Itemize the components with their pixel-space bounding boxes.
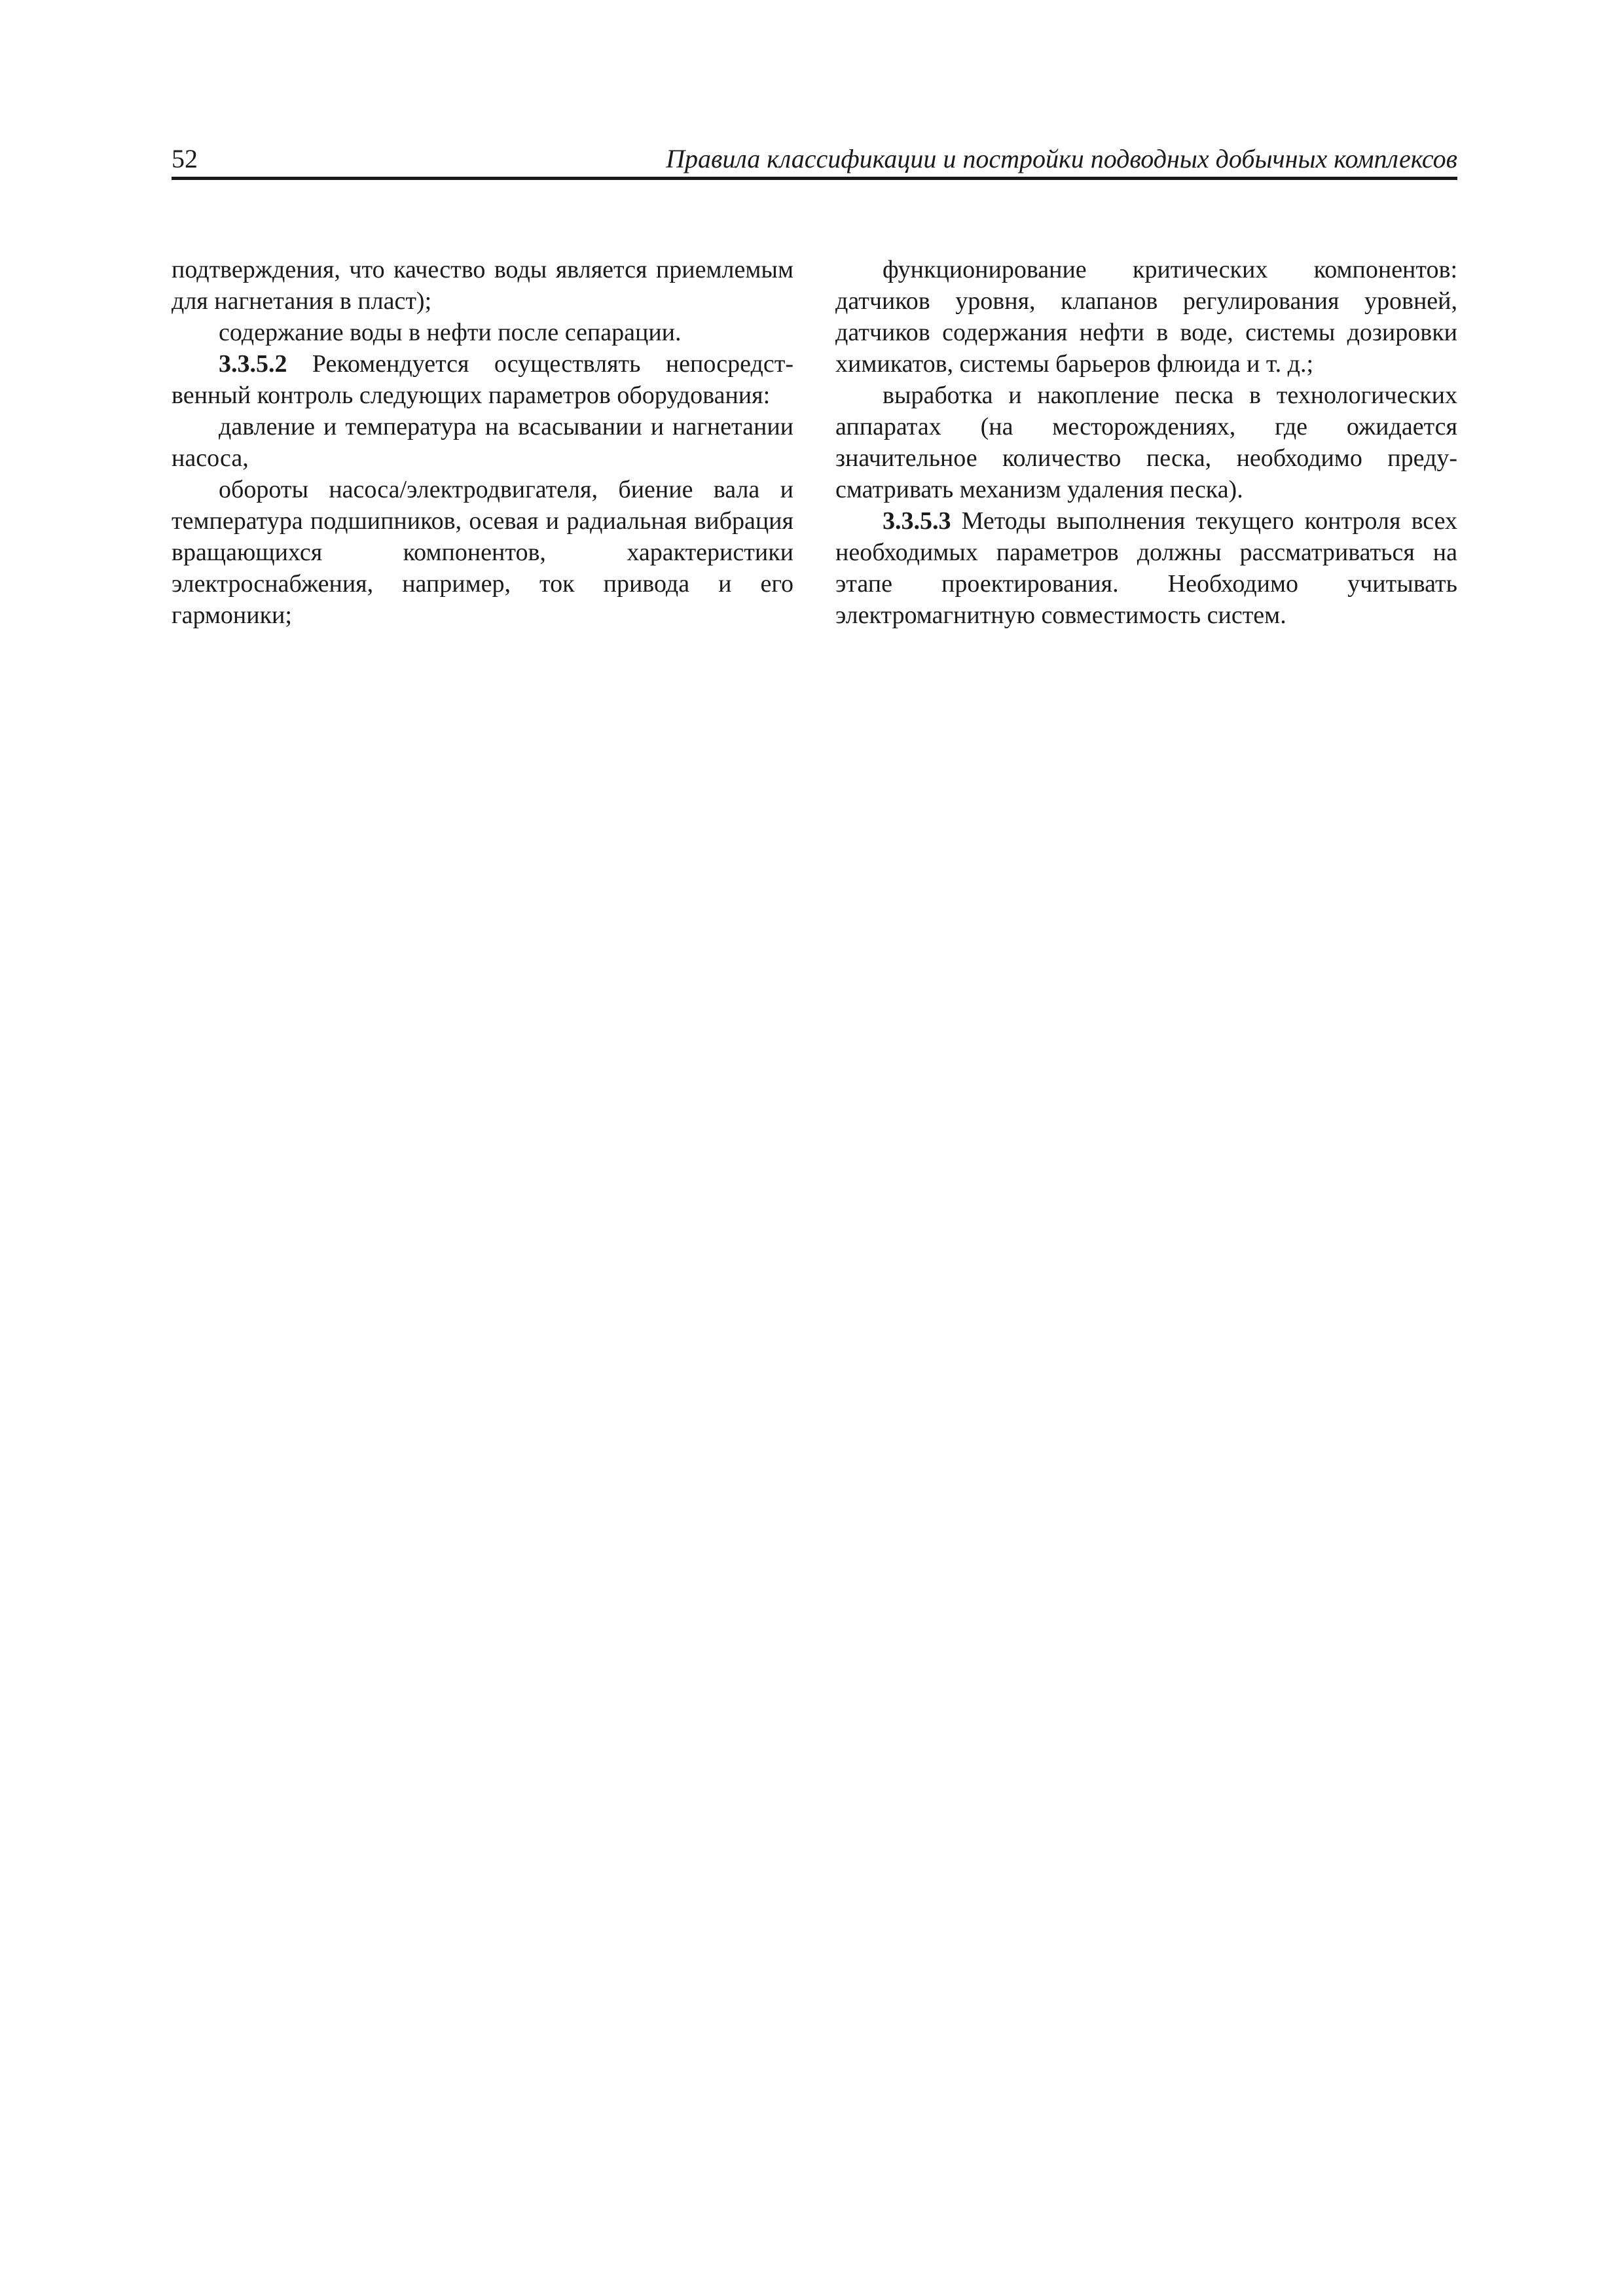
clause-number: 3.3.5.2 bbox=[219, 350, 287, 378]
page-header bbox=[172, 143, 1457, 181]
right-column bbox=[835, 254, 1457, 631]
clause-text: Рекомендуется осуществлять непосредственный контроль следующих параметров оборудования: bbox=[172, 350, 793, 409]
paragraph: обороты насоса/электродвигателя, биение вала и температура подшипников, осевая и радиальная вибрация вращающихся компонентов, характеристики электроснабжения, например, ток привода и его гармоники; bbox=[172, 476, 793, 629]
paragraph: выработка и накопление песка в технологических аппаратах (на месторождениях, где ожидается значительное количество песка, необходимо предусматривать механизм удаления песка). bbox=[835, 382, 1457, 503]
clause-number: 3.3.5.3 bbox=[883, 507, 951, 535]
clause-paragraph bbox=[835, 505, 1457, 631]
paragraph: давление и температура на всасывании и нагнетании насоса, bbox=[172, 413, 793, 472]
paragraph: содержание воды в нефти после сепарации. bbox=[219, 319, 682, 346]
clause-text: Методы выполнения текущего контроля всех необходимых параметров должны рассматриваться на этапе проектирования. Необходимо учитывать электромагнитную совместимость систем. bbox=[835, 507, 1457, 629]
running-title: Правила классификации и постройки подводных добычных комплексов bbox=[666, 144, 1457, 173]
header-rule bbox=[172, 177, 1457, 180]
page-number: 52 bbox=[172, 144, 198, 173]
paragraph: функционирование критических компонентов: датчиков уровня, клапанов регулирования уровней, датчиков содержания нефти в воде, системы дозировки химикатов, системы барьеров флюида и т. д.; bbox=[835, 256, 1457, 378]
left-column bbox=[172, 254, 793, 631]
paragraph: подтверждения, что качество воды является приемлемым для нагнетания в пласт); bbox=[172, 256, 793, 315]
clause-paragraph bbox=[172, 348, 793, 411]
